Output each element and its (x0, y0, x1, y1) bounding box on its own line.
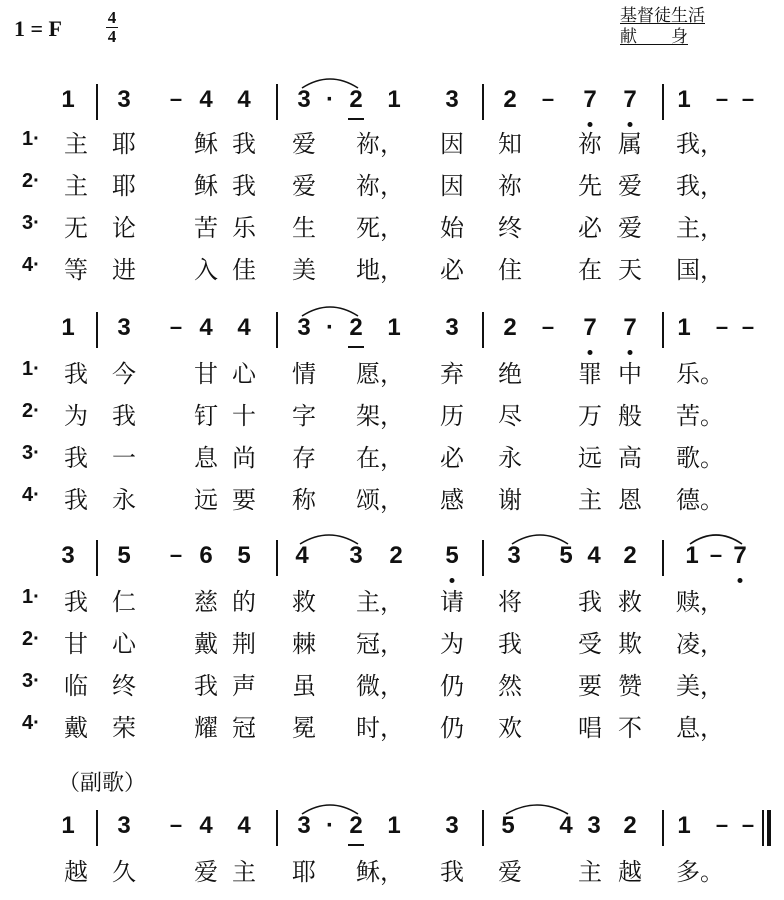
lyric-line (0, 124, 784, 160)
lyric-line (0, 166, 784, 202)
note: 3 (61, 542, 75, 569)
lyric-syllable: 在 (578, 256, 602, 284)
note: 2 (389, 542, 403, 569)
lyric-syllable: 我 (112, 402, 136, 430)
note: 7 (583, 314, 597, 341)
note: 5 (559, 542, 573, 569)
lyric-syllable: 甘 (194, 360, 218, 388)
lyric-syllable: 我 (64, 486, 88, 514)
time-signature (106, 10, 118, 45)
lyric-syllable: 十 (232, 402, 256, 430)
note: 7 (623, 314, 637, 341)
note: 4 (237, 812, 251, 839)
lyric-syllable: 救 (618, 588, 642, 616)
lyric-syllable: 救 (292, 588, 316, 616)
lyric-syllable: 主 (64, 172, 88, 200)
lyric-syllable: 愿， (356, 360, 404, 388)
augmentation-dot: · (326, 86, 334, 113)
note: 4 (559, 812, 573, 839)
lyric-syllable: 甘 (64, 630, 88, 658)
lyric-syllable: 凌， (676, 630, 724, 658)
tie-slur (504, 800, 570, 816)
lyric-syllable: 稣 (194, 172, 218, 200)
lyric-syllable: 感 (440, 486, 464, 514)
note: 4 (199, 812, 213, 839)
note: 2 (503, 314, 517, 341)
lyric-syllable: 天 (618, 256, 642, 284)
lyric-line (0, 852, 784, 888)
note-row (0, 540, 784, 580)
dash-extension: – (709, 542, 723, 567)
lyric-syllable: 尽 (498, 402, 522, 430)
eighth-underline (348, 346, 364, 348)
augmentation-dot: · (326, 314, 334, 341)
lyric-syllable: 赞 (618, 672, 642, 700)
lyric-syllable: 稣 (194, 130, 218, 158)
lyric-syllable: 德。 (676, 486, 724, 514)
lyric-syllable: 爱 (292, 172, 316, 200)
lyric-syllable: 主， (356, 588, 404, 616)
final-barline-thick (767, 810, 771, 846)
final-barline-thin (762, 810, 764, 846)
lyric-syllable: 多。 (676, 858, 724, 886)
lyric-syllable: 钉 (194, 402, 218, 430)
lyric-syllable: 我 (194, 672, 218, 700)
lyric-syllable: 我 (232, 172, 256, 200)
lyric-syllable: 然 (498, 672, 522, 700)
lyric-syllable: 必 (440, 256, 464, 284)
lyric-syllable: 息 (194, 444, 218, 472)
lyric-syllable: 谢 (498, 486, 522, 514)
barline (662, 84, 664, 120)
lyric-syllable: 虽 (292, 672, 316, 700)
note: 3 (587, 812, 601, 839)
note: 1 (387, 86, 401, 113)
note: 1 (387, 812, 401, 839)
barline (96, 540, 98, 576)
lyric-syllable: 罪 (578, 360, 602, 388)
lyric-syllable: 稣， (356, 858, 404, 886)
lyric-syllable: 冕 (292, 714, 316, 742)
note: 5 (237, 542, 251, 569)
barline (96, 84, 98, 120)
category-line-2: 献 身 (620, 27, 688, 47)
verse-number: 4· (22, 712, 40, 734)
lyric-syllable: 主， (676, 214, 724, 242)
lyric-syllable: 称 (292, 486, 316, 514)
verse-number: 4· (22, 254, 40, 276)
barline (276, 84, 278, 120)
dash-extension: – (715, 86, 729, 111)
lyric-syllable: 字 (292, 402, 316, 430)
lyric-syllable: 恩 (618, 486, 642, 514)
lyric-syllable: 始 (440, 214, 464, 242)
verse-number: 1· (22, 358, 40, 380)
lyric-syllable: 心 (112, 630, 136, 658)
lyric-syllable: 存 (292, 444, 316, 472)
lyric-syllable: 将 (498, 588, 522, 616)
note: 1 (677, 812, 691, 839)
lyric-line (0, 582, 784, 618)
lyric-syllable: 受 (578, 630, 602, 658)
lyric-syllable: 今 (112, 360, 136, 388)
lyric-syllable: 爱 (498, 858, 522, 886)
barline (482, 84, 484, 120)
note-row (0, 810, 784, 850)
lyric-syllable: 心 (232, 360, 256, 388)
time-signature-bottom: 4 (107, 27, 117, 46)
lyric-syllable: 爱 (618, 214, 642, 242)
lyric-syllable: 要 (232, 486, 256, 514)
verse-number: 4· (22, 484, 40, 506)
lyric-syllable: 我 (440, 858, 464, 886)
lyric-syllable: 中 (618, 360, 642, 388)
lyric-syllable: 慈 (194, 588, 218, 616)
lyric-line (0, 438, 784, 474)
lyric-syllable: 我 (498, 630, 522, 658)
verse-number: 1· (22, 586, 40, 608)
lyric-line (0, 666, 784, 702)
lyric-syllable: 我， (676, 172, 724, 200)
lyric-syllable: 冠 (232, 714, 256, 742)
lyric-syllable: 颂， (356, 486, 404, 514)
dash-extension: – (541, 86, 555, 111)
tie-slur (298, 530, 360, 546)
verse-number: 2· (22, 400, 40, 422)
note: 3 (507, 542, 521, 569)
note: 3 (297, 86, 311, 113)
lyric-syllable: 祢， (356, 130, 404, 158)
dash-extension: – (741, 812, 755, 837)
lyric-syllable: 永 (112, 486, 136, 514)
lyric-syllable: 终 (112, 672, 136, 700)
lyric-syllable: 时， (356, 714, 404, 742)
lyric-syllable: 主 (232, 858, 256, 886)
dash-extension: – (715, 812, 729, 837)
lyric-syllable: 歌。 (676, 444, 724, 472)
lyric-syllable: 绝 (498, 360, 522, 388)
lyric-syllable: 在， (356, 444, 404, 472)
lyric-syllable: 国， (676, 256, 724, 284)
lyric-syllable: 戴 (194, 630, 218, 658)
verse-number: 1· (22, 128, 40, 150)
lyric-syllable: 祢， (356, 172, 404, 200)
barline (482, 540, 484, 576)
note: 2 (349, 812, 363, 839)
lyric-syllable: 为 (440, 630, 464, 658)
lyric-syllable: 爱 (618, 172, 642, 200)
lyric-syllable: 远 (578, 444, 602, 472)
lyric-syllable: 架， (356, 402, 404, 430)
lyric-syllable: 入 (194, 256, 218, 284)
lyric-syllable: 等 (64, 256, 88, 284)
lyric-syllable: 永 (498, 444, 522, 472)
lyric-syllable: 我 (232, 130, 256, 158)
note: 3 (117, 86, 131, 113)
lyric-line (0, 396, 784, 432)
verse-number: 2· (22, 628, 40, 650)
note: 3 (117, 314, 131, 341)
lyric-syllable: 必 (578, 214, 602, 242)
note: 4 (295, 542, 309, 569)
lyric-syllable: 微， (356, 672, 404, 700)
time-signature-top: 4 (107, 8, 117, 27)
note: 1 (61, 86, 75, 113)
lyric-syllable: 仍 (440, 714, 464, 742)
lyric-syllable: 耀 (194, 714, 218, 742)
barline (96, 312, 98, 348)
category-line-1: 基督徒生活 (620, 6, 705, 26)
lyric-line (0, 708, 784, 744)
lyric-syllable: 不 (618, 714, 642, 742)
lyric-syllable: 主 (578, 858, 602, 886)
tie-slur (688, 530, 744, 546)
note: 6 (199, 542, 213, 569)
note: 3 (117, 812, 131, 839)
lyric-syllable: 进 (112, 256, 136, 284)
lyric-syllable: 耶 (292, 858, 316, 886)
verse-number: 3· (22, 670, 40, 692)
lyric-syllable: 高 (618, 444, 642, 472)
lyric-syllable: 住 (498, 256, 522, 284)
lyric-syllable: 情 (292, 360, 316, 388)
dash-extension: – (741, 314, 755, 339)
barline (482, 810, 484, 846)
lyric-syllable: 我 (64, 444, 88, 472)
note: 1 (61, 314, 75, 341)
dash-extension: – (741, 86, 755, 111)
note: 3 (349, 542, 363, 569)
lyric-syllable: 主 (578, 486, 602, 514)
note: 2 (349, 314, 363, 341)
barline (96, 810, 98, 846)
note: 7 (623, 86, 637, 113)
dash-extension: – (169, 314, 183, 339)
tie-slur (300, 800, 360, 816)
note-row (0, 312, 784, 352)
lyric-syllable: 祢 (498, 172, 522, 200)
lyric-syllable: 远 (194, 486, 218, 514)
lyric-line (0, 480, 784, 516)
lyric-line (0, 208, 784, 244)
lyric-syllable: 戴 (64, 714, 88, 742)
note: 5 (501, 812, 515, 839)
barline (662, 810, 664, 846)
lyric-syllable: 生 (292, 214, 316, 242)
lyric-syllable: 请 (440, 588, 464, 616)
note: 2 (623, 812, 637, 839)
lyric-syllable: 美， (676, 672, 724, 700)
lyric-syllable: 属 (618, 130, 642, 158)
dash-extension: – (169, 542, 183, 567)
lyric-syllable: 仁 (112, 588, 136, 616)
lyric-line (0, 250, 784, 286)
eighth-underline (348, 118, 364, 120)
lyric-syllable: 荣 (112, 714, 136, 742)
note: 1 (387, 314, 401, 341)
note-row (0, 84, 784, 124)
note: 7 (733, 542, 747, 569)
note: 3 (297, 812, 311, 839)
lyric-syllable: 我 (64, 588, 88, 616)
tie-slur (510, 530, 570, 546)
note: 4 (199, 86, 213, 113)
note: 4 (199, 314, 213, 341)
tie-slur (300, 302, 360, 318)
lyric-syllable: 欢 (498, 714, 522, 742)
note: 2 (503, 86, 517, 113)
barline (482, 312, 484, 348)
barline (662, 312, 664, 348)
lyric-syllable: 为 (64, 402, 88, 430)
lyric-syllable: 我， (676, 130, 724, 158)
augmentation-dot: · (326, 812, 334, 839)
lyric-syllable: 我 (64, 360, 88, 388)
lyric-syllable: 主 (64, 130, 88, 158)
verse-number: 2· (22, 170, 40, 192)
dash-extension: – (541, 314, 555, 339)
lyric-syllable: 荆 (232, 630, 256, 658)
verse-number: 3· (22, 442, 40, 464)
note: 4 (587, 542, 601, 569)
note: 2 (623, 542, 637, 569)
lyric-syllable: 欺 (618, 630, 642, 658)
lyric-syllable: 耶 (112, 130, 136, 158)
eighth-underline (348, 844, 364, 846)
lyric-syllable: 知 (498, 130, 522, 158)
lyric-syllable: 无 (64, 214, 88, 242)
lyric-syllable: 我 (578, 588, 602, 616)
lyric-syllable: 越 (618, 858, 642, 886)
verse-number: 3· (22, 212, 40, 234)
barline (662, 540, 664, 576)
note: 7 (583, 86, 597, 113)
lyric-syllable: 爱 (194, 858, 218, 886)
note: 3 (445, 314, 459, 341)
lyric-syllable: 般 (618, 402, 642, 430)
lyric-syllable: 苦 (194, 214, 218, 242)
lyric-syllable: 越 (64, 858, 88, 886)
note: 3 (445, 86, 459, 113)
barline (276, 810, 278, 846)
lyric-syllable: 必 (440, 444, 464, 472)
lyric-syllable: 息， (676, 714, 724, 742)
lyric-syllable: 声 (232, 672, 256, 700)
note: 1 (61, 812, 75, 839)
lyric-syllable: 历 (440, 402, 464, 430)
lyric-syllable: 因 (440, 130, 464, 158)
lyric-syllable: 因 (440, 172, 464, 200)
hymn-category (620, 6, 705, 48)
lyric-syllable: 乐 (232, 214, 256, 242)
note: 2 (349, 86, 363, 113)
lyric-syllable: 要 (578, 672, 602, 700)
lyric-syllable: 祢 (578, 130, 602, 158)
lyric-syllable: 久 (112, 858, 136, 886)
lyric-syllable: 唱 (578, 714, 602, 742)
note: 4 (237, 86, 251, 113)
lyric-syllable: 一 (112, 444, 136, 472)
lyric-syllable: 冠， (356, 630, 404, 658)
note: 4 (237, 314, 251, 341)
lyric-syllable: 尚 (232, 444, 256, 472)
lyric-syllable: 论 (112, 214, 136, 242)
lyric-syllable: 终 (498, 214, 522, 242)
lyric-syllable: 临 (64, 672, 88, 700)
lyric-syllable: 美 (292, 256, 316, 284)
dash-extension: – (715, 314, 729, 339)
lyric-syllable: 的 (232, 588, 256, 616)
lyric-syllable: 乐。 (676, 360, 724, 388)
lyric-line (0, 624, 784, 660)
note: 5 (117, 542, 131, 569)
lyric-syllable: 耶 (112, 172, 136, 200)
lyric-syllable: 苦。 (676, 402, 724, 430)
lyric-syllable: 爱 (292, 130, 316, 158)
note: 1 (685, 542, 699, 569)
lyric-syllable: 先 (578, 172, 602, 200)
note: 1 (677, 314, 691, 341)
lyric-line (0, 354, 784, 390)
lyric-syllable: 佳 (232, 256, 256, 284)
lyric-syllable: 地， (356, 256, 404, 284)
dash-extension: – (169, 812, 183, 837)
lyric-syllable: 棘 (292, 630, 316, 658)
tie-slur (300, 74, 360, 90)
key-signature: 1 = F (14, 16, 62, 41)
lyric-syllable: 弃 (440, 360, 464, 388)
note: 5 (445, 542, 459, 569)
lyric-syllable: 赎， (676, 588, 724, 616)
note: 3 (297, 314, 311, 341)
dash-extension: – (169, 86, 183, 111)
chorus-label: （副歌） (58, 771, 147, 796)
note: 3 (445, 812, 459, 839)
barline (276, 540, 278, 576)
barline (276, 312, 278, 348)
lyric-syllable: 万 (578, 402, 602, 430)
lyric-syllable: 仍 (440, 672, 464, 700)
lyric-syllable: 死， (356, 214, 404, 242)
note: 1 (677, 86, 691, 113)
